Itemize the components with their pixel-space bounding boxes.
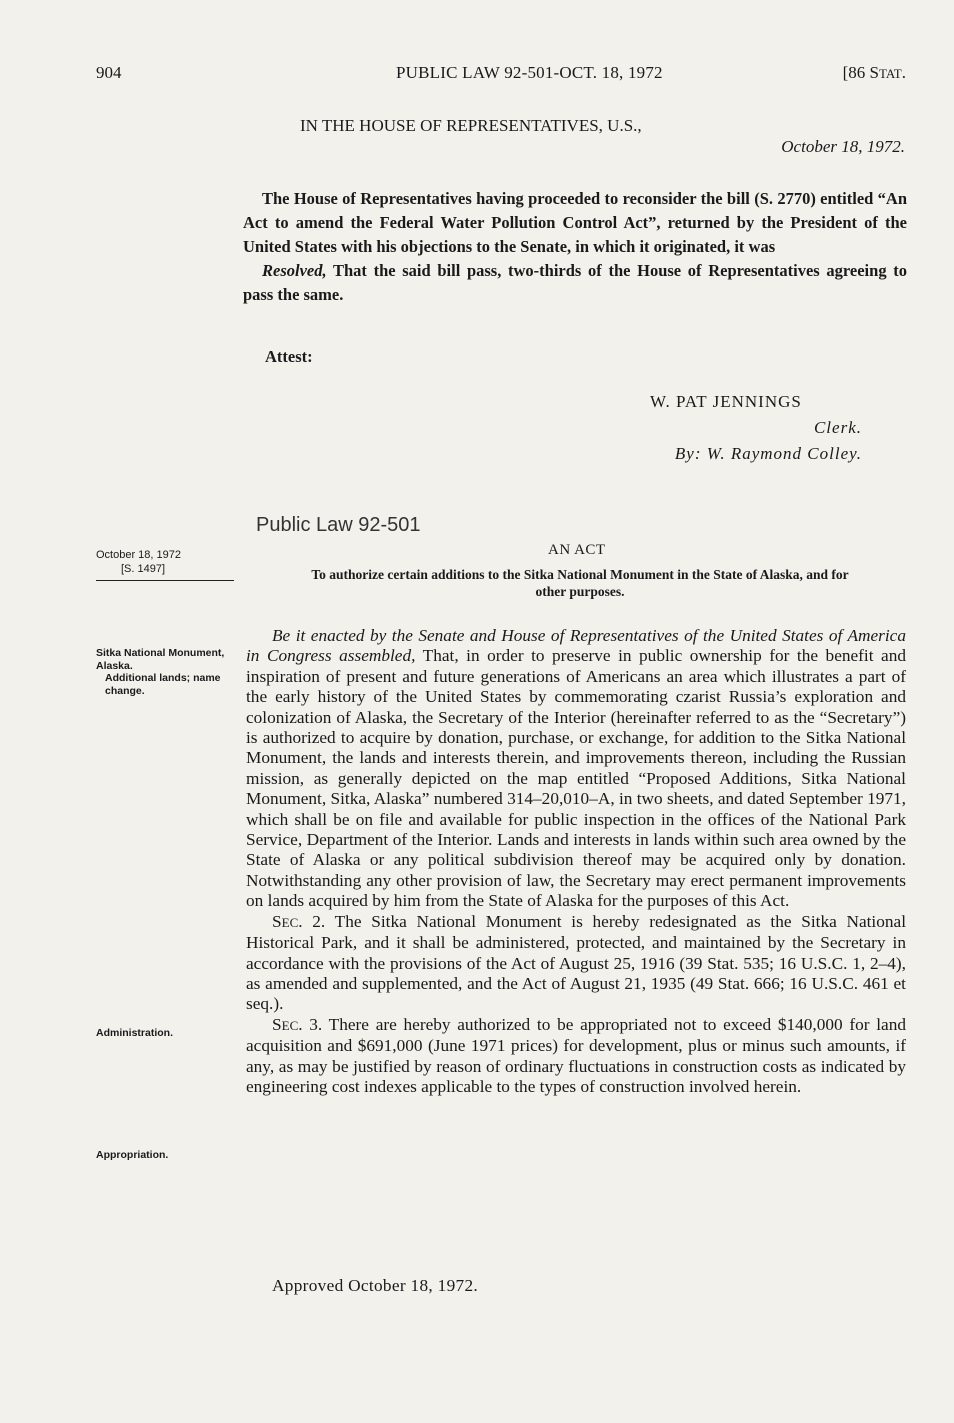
attest-label: Attest: <box>265 347 313 366</box>
margin-note-sitka-1: Sitka National Monument, Alaska. <box>96 647 225 672</box>
act-purpose: To authorize certain additions to the Sitka National Monument in the State of Alaska, and for other purposes. <box>311 567 849 599</box>
side-rule <box>96 580 234 581</box>
side-date-note <box>96 548 234 576</box>
act-body <box>246 626 906 1097</box>
house-resolution <box>243 187 907 307</box>
margin-note-administration: Administration. <box>96 1027 174 1039</box>
house-date: October 18, 1972. <box>781 137 905 156</box>
section-2: SEC. 2. The Sitka National Monument is hereby redesignated as the Sitka National Historical Park, and it shall be administered, protected, and maintained by the Secretary in accordance with the provisions of the Act of August 25, 1916 (39 Stat. 535; 16 U.S.C. 1, 2–4), as amended and supplemented, and the Act of August 21, 1935 (49 Stat. 666; 16 U.S.C. 461 et seq.). <box>246 911 906 1014</box>
clerk-name: W. PAT JENNINGS <box>650 392 802 411</box>
approval-line: Approved October 18, 1972. <box>272 1276 479 1295</box>
margin-note-sitka <box>96 647 236 697</box>
statute-reference: [86 STAT. <box>842 63 906 82</box>
act-label: AN ACT <box>548 542 606 558</box>
page-header <box>96 63 906 87</box>
clerk-signature: By: W. Raymond Colley. <box>674 444 862 463</box>
margin-note-sitka-2: Additional lands; name change. <box>105 672 221 697</box>
margin-note-appropriation: Appropriation. <box>96 1149 169 1161</box>
clerk-title: Clerk. <box>813 418 862 437</box>
section-1: Be it enacted by the Senate and House of Representatives of the United States of America in Congress assembled, That, in order to preserve in public ownership for the benefit and inspiration of present and future generations of Americans an area which illustrates a part of the early history of the United States by commemorating czarist Russia’s exploration and colonization of Alaska, the Secretary of the Interior (hereinafter referred to as the “Secretary”) is authorized to acquire by donation, purchase, or exchange, for addition to the Sitka National Monument, the lands and interests therein, and improvements thereon, including the Russian mission, as generally depicted on the map entitled “Proposed Additions, Sitka National Monument, Sitka, Alaska” numbered 314–20,010–A, in two sheets, and dated September 1971, which shall be on file and available for public inspection in the offices of the National Park Service, Department of the Interior. Lands and interests in lands within such area owned by the State of Alaska or any political subdivision thereof may be acquired only by donation. Notwithstanding any other provision of law, the Secretary may erect permanent improvements on lands acquired by him from the State of Alaska for the purposes of this Act. <box>246 626 906 911</box>
resolved-paragraph: Resolved, That the said bill pass, two-thirds of the House of Representatives agreeing to pass the same. <box>243 261 907 304</box>
resolution-paragraph: The House of Representatives having proceeded to reconsider the bill (S. 2770) entitled “An Act to amend the Federal Water Pollution Control Act”, returned by the President of the United States with his objections to the Senate, in which it originated, it was <box>243 189 907 256</box>
section-3: SEC. 3. There are hereby authorized to be appropriated not to exceed $140,000 for land acquisition and $691,000 (June 1971 prices) for development, plus or minus such amounts, if any, as may be justified by reason of ordinary fluctuations in construction costs as indicated by engineering cost indexes applicable to the types of construction involved herein. <box>246 1014 906 1096</box>
side-bill-number: [S. 1497] <box>121 563 166 575</box>
page-number: 904 <box>96 63 122 82</box>
house-heading: IN THE HOUSE OF REPRESENTATIVES, U.S., <box>300 116 642 135</box>
public-law-title: Public Law 92-501 <box>256 514 421 536</box>
running-title: PUBLIC LAW 92-501-OCT. 18, 1972 <box>396 63 663 82</box>
side-date: October 18, 1972 <box>96 549 182 561</box>
